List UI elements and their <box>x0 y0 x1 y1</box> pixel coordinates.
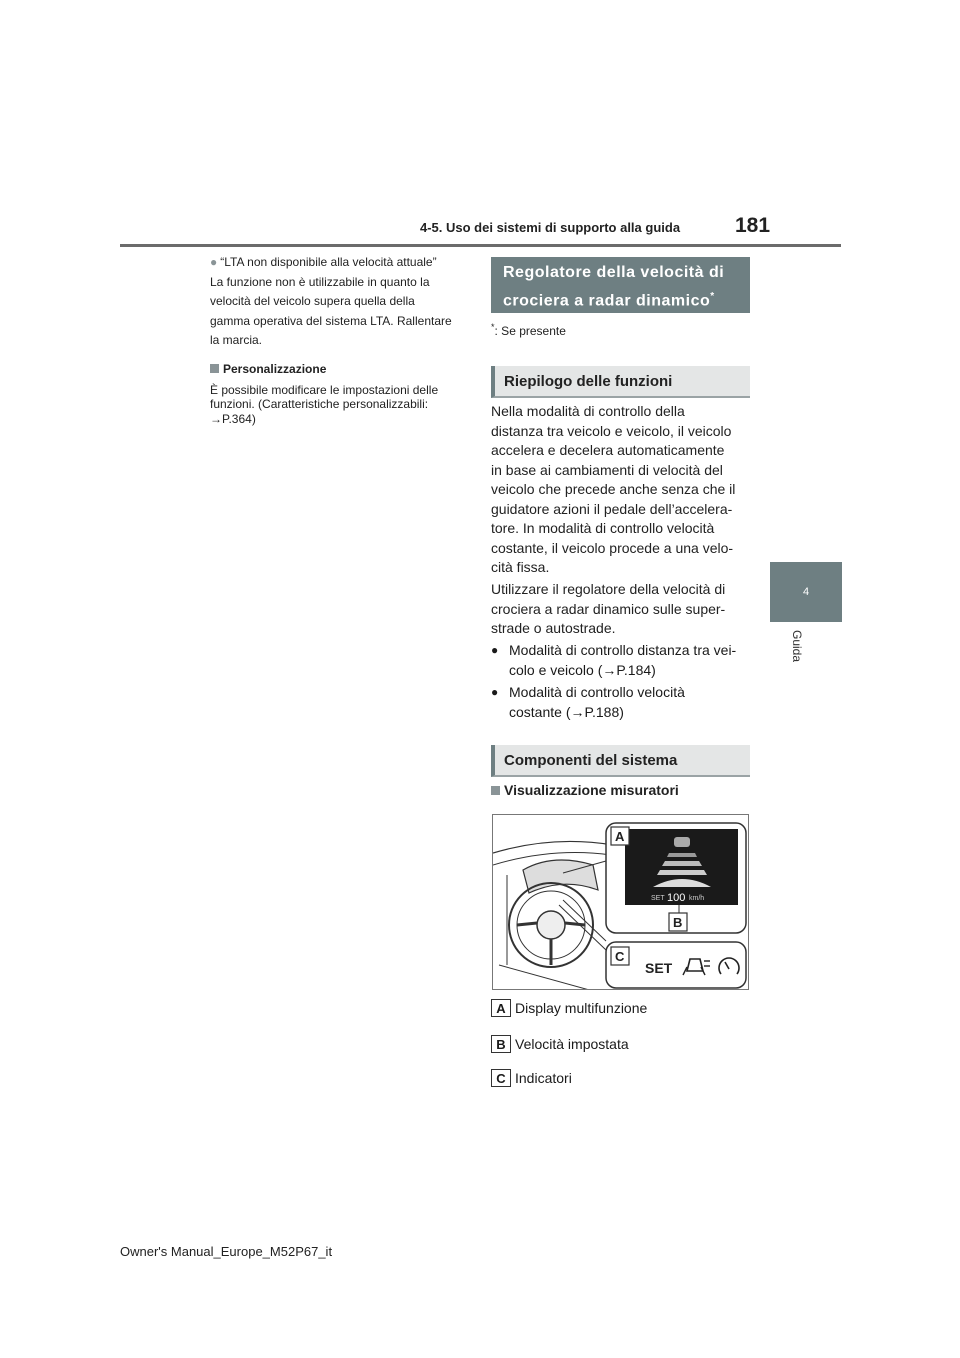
paragraph-line: Nella modalità di controllo della <box>491 403 685 419</box>
summary-heading: Riepilogo delle funzioni <box>491 366 750 398</box>
circle-bullet-icon: ● <box>210 255 218 269</box>
meter-illustration <box>492 814 749 990</box>
paragraph-line: veicolo che precede anche senza che il <box>491 481 736 497</box>
mode-bullet-distance <box>491 641 753 680</box>
lta-line: gamma operativa del sistema LTA. Rallentare <box>210 313 452 328</box>
personalization-line: È possibile modificare le impostazioni delle <box>210 382 439 397</box>
bullet-dot-icon: ● <box>491 643 499 657</box>
page-reference-link[interactable]: →P.364) <box>210 411 256 426</box>
legend-label: Velocità impostata <box>515 1036 629 1052</box>
lta-message-block <box>210 253 468 351</box>
personalization-line: funzioni. (Caratteristiche personalizzabili: <box>210 397 429 411</box>
footnote-mark: * <box>491 322 495 332</box>
callout-c-label: C <box>615 949 625 964</box>
indicator-set-label: SET <box>645 960 673 976</box>
lta-line: velocità del veicolo supera quella della <box>210 294 415 308</box>
paragraph-line: Utilizzare il regolatore della velocità di <box>491 581 726 597</box>
paragraph-line: strade o autostrade. <box>491 620 616 636</box>
lta-line: La funzione non è utilizzabile in quanto la <box>210 274 430 289</box>
legend-item <box>491 999 647 1017</box>
chapter-tab <box>770 562 842 622</box>
bullet-line: Modalità di controllo velocità <box>509 684 685 700</box>
meter-subheading <box>491 782 679 798</box>
legend-item <box>491 1069 572 1087</box>
paragraph-line: tore. In modalità di controllo velocità <box>491 520 715 536</box>
display-speed-unit: km/h <box>689 895 705 902</box>
callout-a-label: A <box>615 829 625 844</box>
display-set-label: SET <box>651 895 665 902</box>
summary-paragraph <box>491 402 753 578</box>
display-speed-value: 100 <box>667 892 686 904</box>
paragraph-line: in base ai cambiamenti di velocità del <box>491 461 723 478</box>
lta-title: “LTA non disponibile alla velocità attuale” <box>220 255 437 269</box>
main-heading-line: Regolatore della velocità di <box>503 264 725 281</box>
lta-line: la marcia. <box>210 333 263 347</box>
page-number: 181 <box>735 214 771 237</box>
section-header: 4-5. Uso dei sistemi di supporto alla guida <box>420 220 681 235</box>
meter-subheading-text: Visualizzazione misuratori <box>504 782 679 798</box>
legend-item <box>491 1035 629 1053</box>
chapter-label: Guida <box>790 630 804 663</box>
usage-paragraph <box>491 580 753 639</box>
header-divider <box>120 244 841 247</box>
paragraph-line: cità fissa. <box>491 559 550 575</box>
paragraph-line: guidatore azioni il pedale dell’accelera- <box>491 500 733 517</box>
asterisk-mark: * <box>710 291 715 302</box>
footnote <box>491 322 566 338</box>
footnote-text: : Se presente <box>494 324 566 338</box>
dashboard-drawing <box>493 815 749 990</box>
square-bullet-icon <box>491 786 500 795</box>
paragraph-line: costante, il veicolo procede a una velo- <box>491 539 734 556</box>
page-reference-link[interactable]: colo e veicolo (→P.184) <box>509 661 656 678</box>
main-heading-line: crociera a radar dinamico <box>503 292 711 310</box>
chapter-number: 4 <box>802 586 810 598</box>
bullet-line: Modalità di controllo distanza tra vei- <box>509 642 737 658</box>
paragraph-line: crociera a radar dinamico sulle super- <box>491 600 726 617</box>
legend-key: B <box>491 1035 511 1053</box>
bullet-dot-icon: ● <box>491 685 499 699</box>
callout-b-label: B <box>673 915 683 930</box>
legend-label: Indicatori <box>515 1070 572 1086</box>
page-footer: Owner's Manual_Europe_M52P67_it <box>120 1244 333 1259</box>
paragraph-line: accelera e decelera automaticamente <box>491 442 725 458</box>
legend-label: Display multifunzione <box>515 1000 648 1016</box>
paragraph-line: distanza tra veicolo e veicolo, il veicolo <box>491 422 732 439</box>
components-heading: Componenti del sistema <box>491 745 750 777</box>
page-reference-link[interactable]: costante (→P.188) <box>509 703 624 720</box>
legend-key: C <box>491 1069 511 1087</box>
personalization-title: Personalizzazione <box>223 362 327 376</box>
main-section-heading <box>491 257 750 313</box>
square-bullet-icon <box>210 364 219 373</box>
personalization-block <box>210 360 470 426</box>
mode-bullet-speed <box>491 683 753 722</box>
legend-key: A <box>491 999 511 1017</box>
